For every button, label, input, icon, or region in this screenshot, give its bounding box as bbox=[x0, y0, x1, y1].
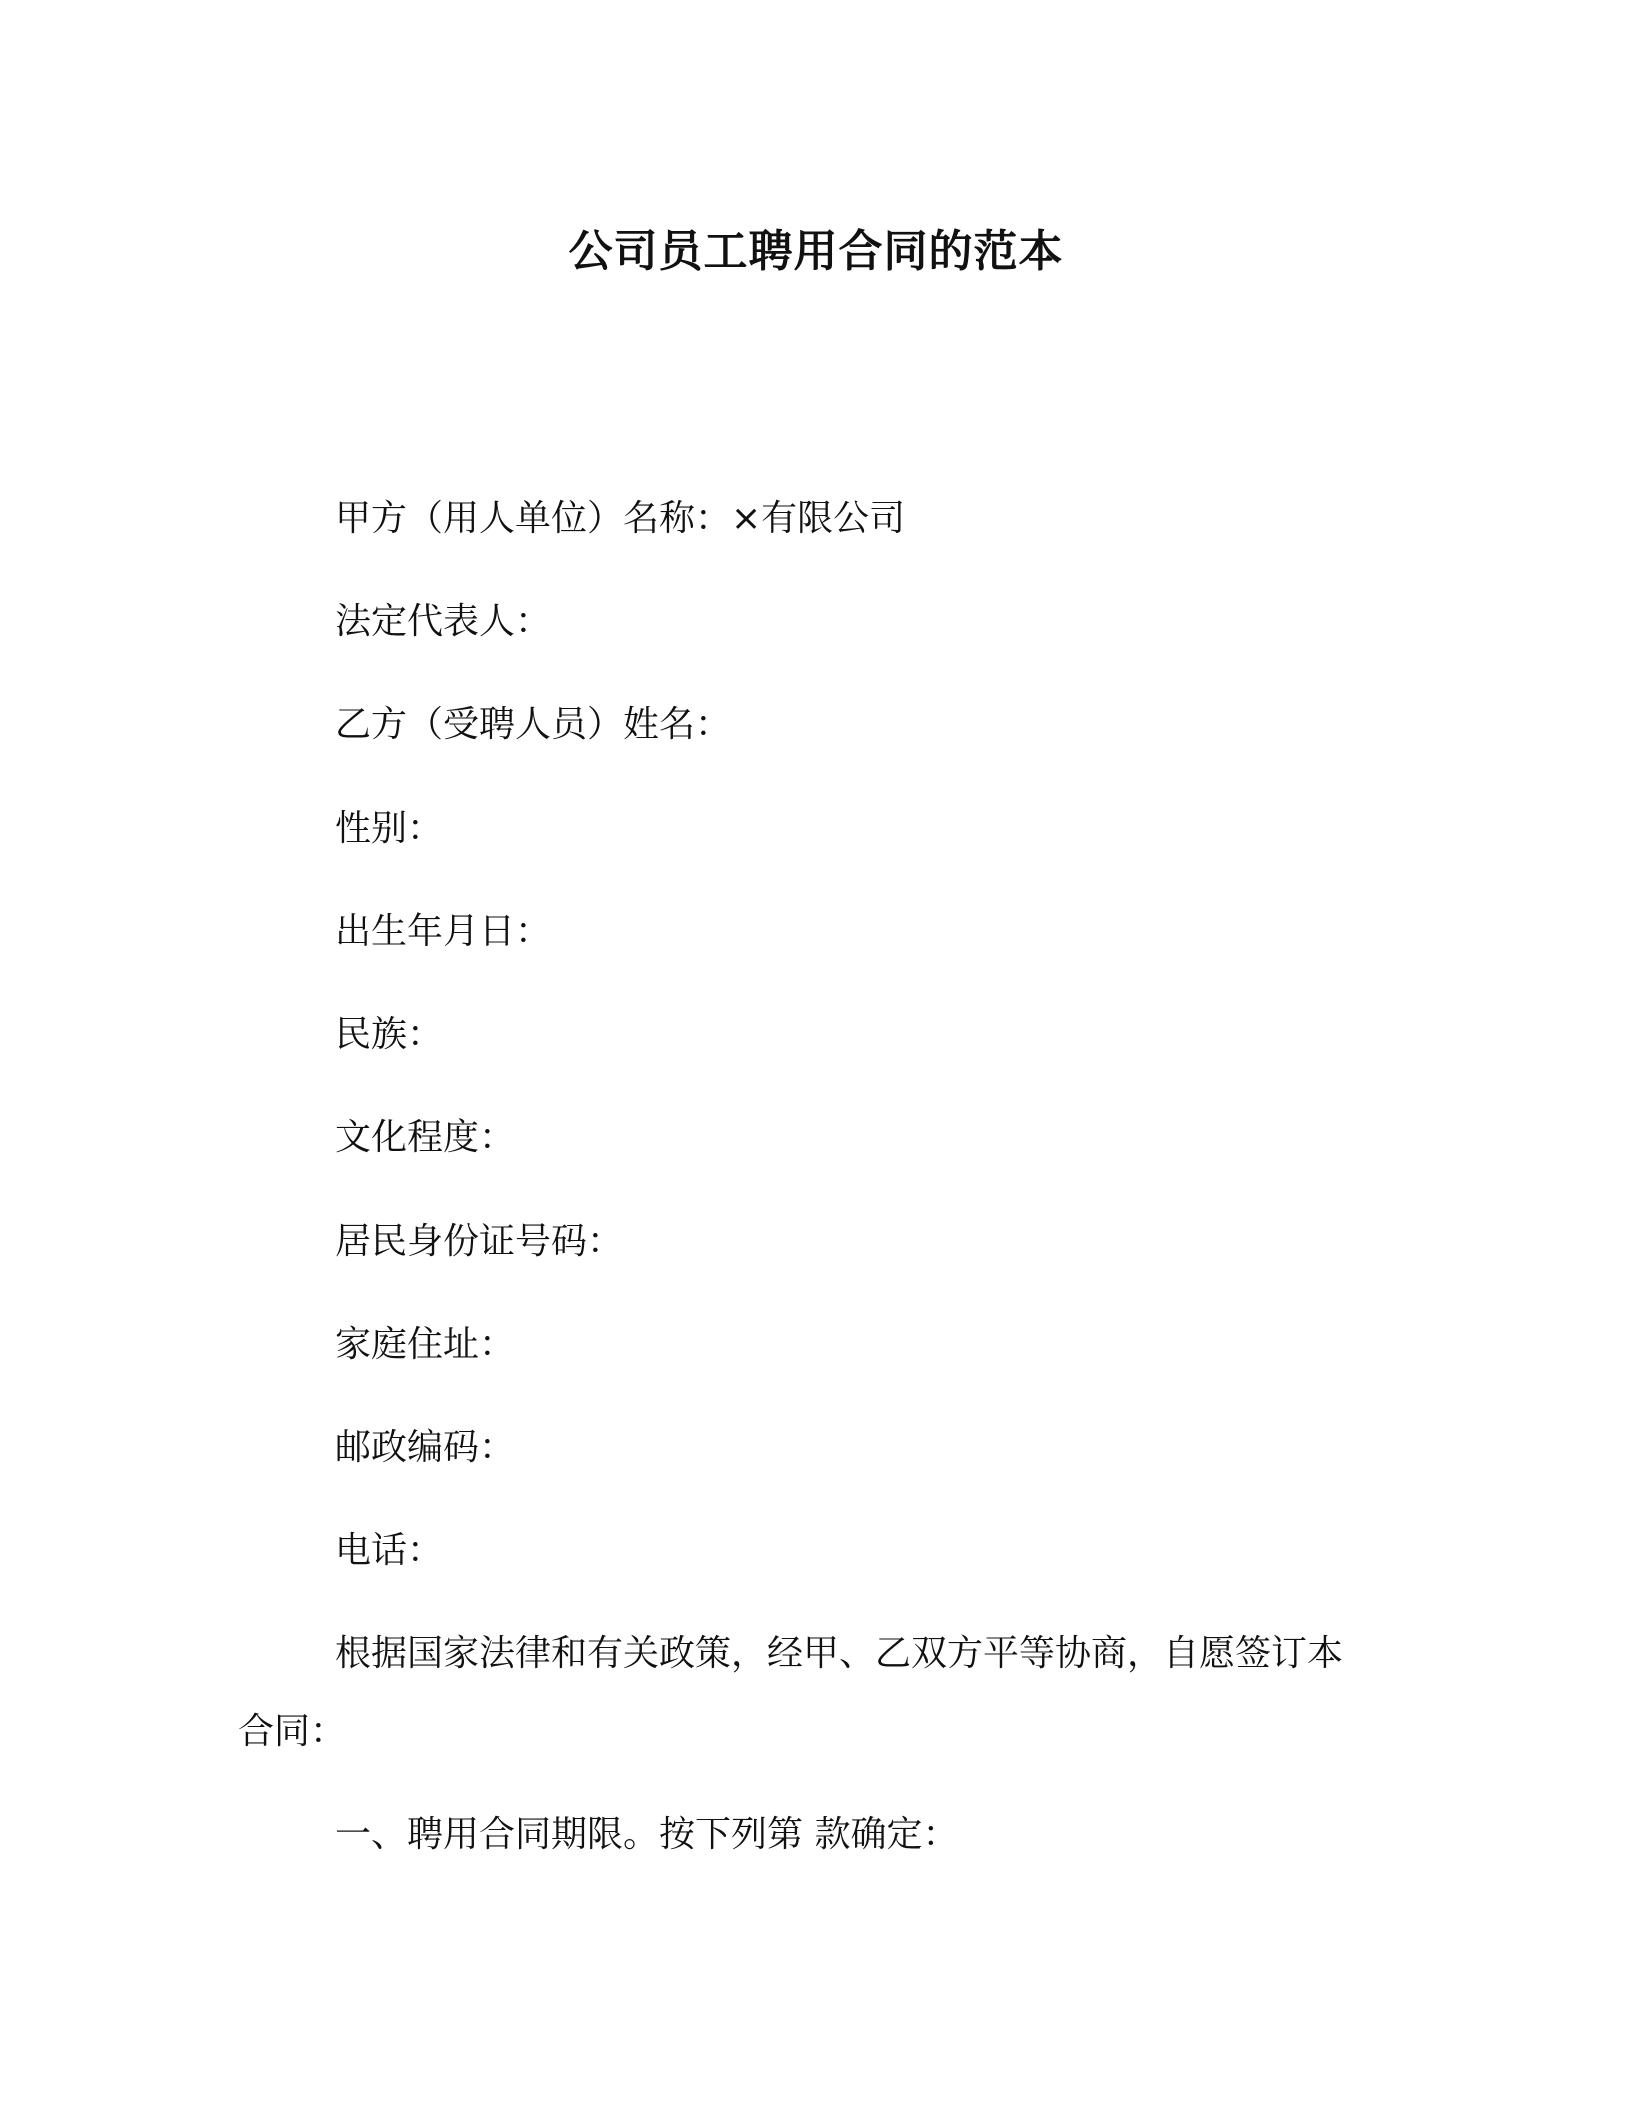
party-a-name-field: 甲方（用人单位）名称：×有限公司 bbox=[335, 498, 906, 539]
gender-field: 性别： bbox=[335, 808, 444, 849]
birth-date-field: 出生年月日： bbox=[335, 911, 552, 952]
id-number-field: 居民身份证号码： bbox=[335, 1221, 624, 1262]
party-b-name-field: 乙方（受聘人员）姓名： bbox=[335, 704, 732, 745]
education-field: 文化程度： bbox=[335, 1117, 516, 1158]
ethnicity-field: 民族： bbox=[335, 1014, 444, 1055]
legal-representative-field: 法定代表人： bbox=[335, 601, 552, 642]
intro-paragraph: 根据国家法律和有关政策，经甲、乙双方平等协商，自愿签订本合同： bbox=[238, 1633, 1344, 1752]
document-title: 公司员工聘用合同的范本 bbox=[568, 226, 1064, 277]
phone-field: 电话： bbox=[335, 1530, 444, 1571]
clause-1-heading: 一、聘用合同期限。按下列第 款确定： bbox=[335, 1814, 959, 1855]
home-address-field: 家庭住址： bbox=[335, 1324, 516, 1365]
postal-code-field: 邮政编码： bbox=[335, 1427, 516, 1468]
